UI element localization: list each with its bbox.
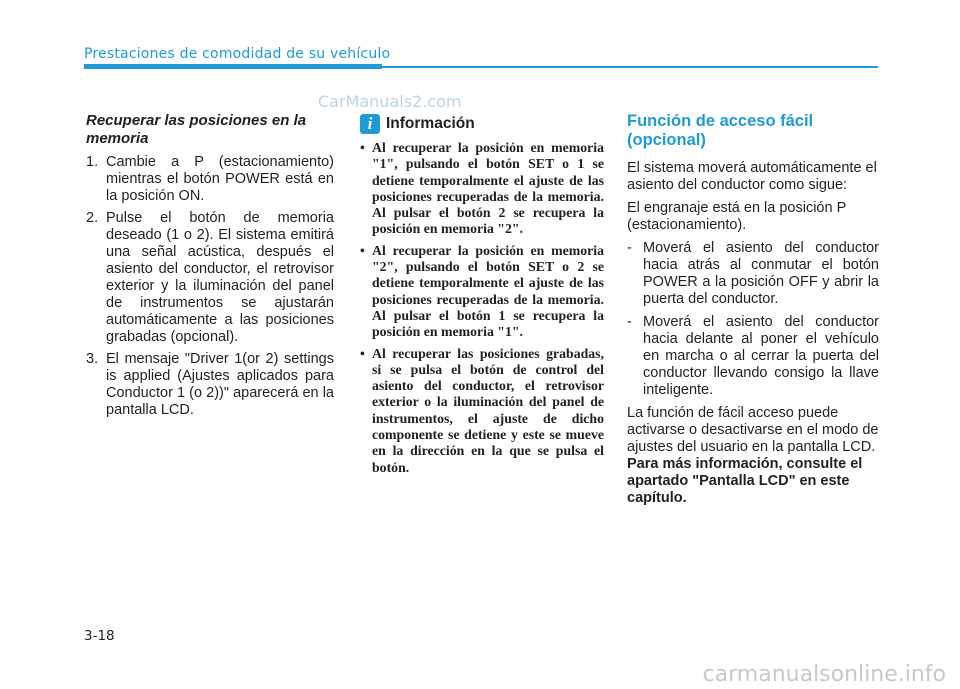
left-column bbox=[86, 112, 334, 424]
easy-access-condition: El engranaje está en la posición P (estacionamiento). bbox=[627, 200, 846, 233]
info-icon: i bbox=[360, 114, 380, 134]
watermark-bottom: carmanualsonline.info bbox=[702, 662, 946, 687]
info-heading bbox=[360, 114, 604, 134]
header-rule-thick bbox=[84, 64, 382, 69]
list-item: - Moverá el asiento del conductor hacia delante al poner el vehículo en marcha o al cerrar la puerta del conductor llevando consigo la llave inteligente. bbox=[627, 314, 879, 399]
easy-access-title: Función de acceso fácil (opcional) bbox=[627, 112, 814, 149]
section-header: Prestaciones de comodidad de su vehículo bbox=[84, 46, 391, 62]
header-rule-thin bbox=[382, 66, 878, 68]
list-item: 2. Pulse el botón de memoria deseado (1 o 2). El sistema emitirá una señal acústica, después el asiento del conductor, el retrovisor exterior y la iluminación del panel de instrumentos se ajustarán automáticamente a las posiciones grabadas (opcional). bbox=[86, 210, 334, 345]
easy-access-actions bbox=[627, 240, 879, 399]
right-column bbox=[627, 112, 879, 513]
list-item: • Al recuperar la posición en memoria "1", pulsando el botón SET o 1 se detiene temporalmente el ajuste de las posiciones recuperadas de la memoria. Al pulsar el botón 2 se recupera la posición en memoria "2". bbox=[360, 140, 604, 238]
watermark-top: CarManuals2.com bbox=[318, 92, 462, 111]
memory-recall-steps bbox=[86, 154, 334, 419]
page-number: 3-18 bbox=[84, 628, 115, 644]
easy-access-intro: El sistema moverá automáticamente el asiento del conductor como sigue: bbox=[627, 160, 877, 193]
memory-recall-heading: Recuperar las posiciones en la memoria bbox=[86, 112, 307, 147]
list-item: - Moverá el asiento del conductor hacia atrás al conmutar el botón POWER a la posición OFF y abrir la puerta del conductor. bbox=[627, 240, 879, 308]
list-item: 3. El mensaje "Driver 1(or 2) settings is applied (Ajustes aplicados para Conductor 1 (o 2))" aparecerá en la pantalla LCD. bbox=[86, 351, 334, 418]
easy-access-note: La función de fácil acceso puede activarse o desactivarse en el modo de ajustes del usuario en la pantalla LCD. Para más información, consulte el apartado "Pantalla LCD" en este capítulo. bbox=[627, 405, 879, 506]
info-bullets bbox=[360, 140, 604, 476]
list-item: 1. Cambie a P (estacionamiento) mientras el botón POWER está en la posición ON. bbox=[86, 154, 334, 204]
info-title: Información bbox=[386, 115, 475, 132]
list-item: • Al recuperar la posición en memoria "2", pulsando el botón SET o 2 se detiene temporalmente el ajuste de las posiciones recuperadas de la memoria. Al pulsar el botón 1 se recupera la posición en memoria "1". bbox=[360, 243, 604, 341]
list-item: • Al recuperar las posiciones grabadas, si se pulsa el botón de control del asiento del conductor, el retrovisor exterior o la iluminación del panel de instrumentos, el ajuste de dicho componente se detiene y este se mueve en la dirección en la que se pulsa el botón. bbox=[360, 346, 604, 476]
info-column bbox=[360, 112, 604, 481]
